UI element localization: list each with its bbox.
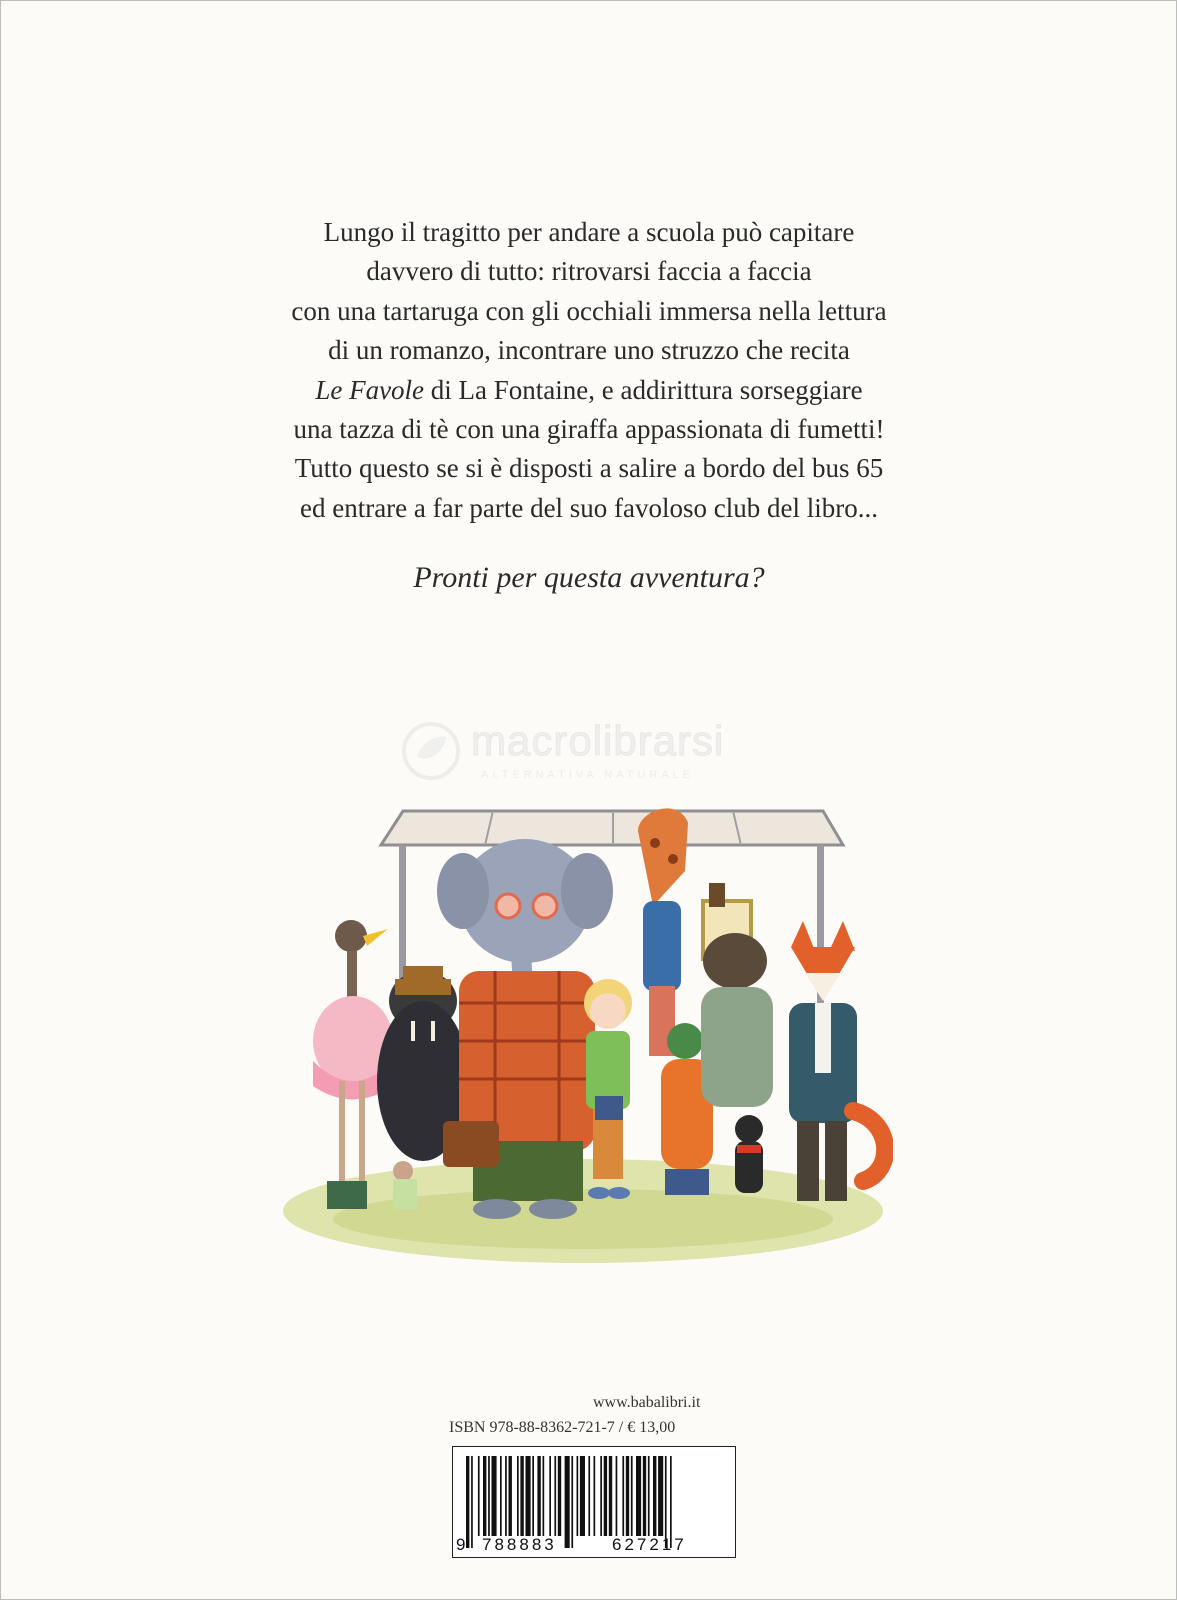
barcode-bar — [517, 1456, 519, 1536]
watermark-subtitle: ALTERNATIVA NATURALE — [481, 769, 695, 781]
barcode-bar — [658, 1456, 663, 1536]
barcode-bar — [571, 1456, 573, 1548]
barcode-digits-right: 627217 — [612, 1535, 687, 1554]
barcode-bar — [653, 1456, 656, 1536]
barcode-bar — [631, 1456, 633, 1536]
blurb-line: una tazza di tè con una giraffa appassionata di fumetti! — [293, 414, 885, 445]
barcode-bar — [471, 1456, 473, 1548]
barcode-bar — [648, 1456, 650, 1536]
bus-stop-illustration — [283, 741, 893, 1281]
barcode-bar — [616, 1456, 618, 1536]
barcode-bar — [543, 1456, 545, 1536]
blurb-line: davvero di tutto: ritrovarsi faccia a faccia — [366, 256, 812, 287]
barcode-bar — [526, 1456, 531, 1536]
barcode-bar — [549, 1456, 551, 1536]
barcode-bar — [520, 1456, 523, 1536]
blurb-line-rest: di La Fontaine, e addirittura sorseggiare — [424, 374, 863, 405]
isbn-price: ISBN 978-88-8362-721-7 / € 13,00 — [449, 1419, 676, 1436]
barcode-digit-prefix: 9 — [456, 1535, 466, 1554]
blurb-line: Lungo il tragitto per andare a scuola può capitare — [323, 217, 855, 247]
blurb-text — [179, 213, 999, 528]
blurb-line: con una tartaruga con gli occhiali immersa nella lettura — [291, 295, 887, 326]
barcode-bar — [588, 1456, 590, 1536]
barcode-bar — [565, 1456, 570, 1548]
barcode-bar — [500, 1456, 502, 1536]
barcode-bar — [488, 1456, 490, 1536]
book-title-italic: Le Favole — [315, 374, 425, 405]
blurb-line: ed entrare a far parte del suo favoloso club del libro... — [299, 492, 879, 523]
barcode-bar — [505, 1456, 507, 1536]
watermark — [401, 713, 821, 803]
barcode-bar — [478, 1456, 480, 1536]
publisher-website: www.babalibri.it — [593, 1394, 701, 1411]
barcode-bar — [622, 1456, 624, 1536]
barcode-bar — [643, 1456, 646, 1536]
tagline: Pronti per questa avventura? — [413, 561, 765, 594]
barcode-digits-left: 788883 — [482, 1535, 557, 1554]
barcode-bar — [509, 1456, 512, 1536]
barcode-bar — [600, 1456, 602, 1536]
barcode-bar — [532, 1456, 534, 1536]
barcode-bar — [558, 1456, 561, 1536]
barcode-bar — [626, 1456, 629, 1536]
barcode-bar — [483, 1456, 486, 1536]
barcode-bar — [580, 1456, 585, 1536]
leaf-logo-icon — [401, 721, 461, 781]
watermark-name: macrolibrarsi — [471, 717, 725, 764]
barcode-bar — [492, 1456, 497, 1536]
barcode-bar — [537, 1456, 540, 1536]
blurb-line: Tutto questo se si è disposti a salire a bordo del bus 65 — [294, 453, 884, 484]
barcode-bar — [577, 1456, 579, 1536]
barcode-bar — [604, 1456, 607, 1536]
barcode-bar — [594, 1456, 596, 1536]
barcode-bar — [554, 1456, 556, 1536]
barcode-bar — [636, 1456, 641, 1536]
blurb-line — [179, 371, 999, 410]
blurb-line: di un romanzo, incontrare uno struzzo che recita — [328, 335, 850, 366]
barcode-bar — [466, 1456, 469, 1548]
barcode-bar — [609, 1456, 612, 1536]
